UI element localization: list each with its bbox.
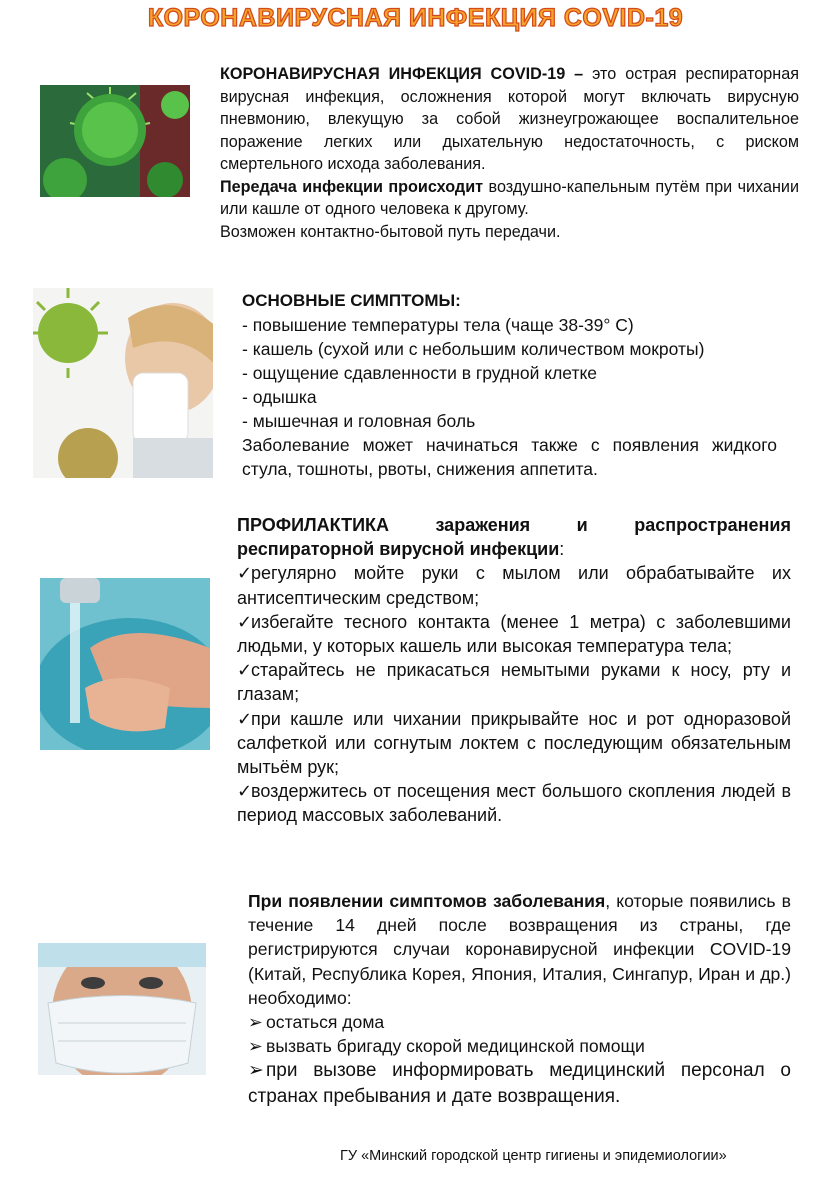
prevention-section xyxy=(237,513,791,828)
prevention-item xyxy=(237,707,791,780)
action-item xyxy=(248,1010,791,1034)
symptom-item: - ощущение сдавленности в грудной клетке xyxy=(242,363,598,383)
prevention-heading-colon: : xyxy=(559,539,565,560)
transmission-lead: Передача инфекции происходит xyxy=(220,177,484,196)
actions-lead: При появлении симптомов заболевания xyxy=(248,891,606,911)
prevention-item xyxy=(237,610,791,658)
sneezing-woman-image xyxy=(33,288,213,478)
prevention-item-text: регулярно мойте руки с мылом или обрабатывайте их антисептическим средством; xyxy=(237,563,791,608)
transmission-text: воздушно-капельным путём при чихании или кашле от одного человека к другому. xyxy=(220,177,799,218)
contact-paragraph: Возможен контактно-бытовой путь передачи. xyxy=(220,222,561,241)
check-icon: ✓ xyxy=(237,611,253,632)
symptom-item: - мышечная и головная боль xyxy=(242,411,476,431)
virus-image xyxy=(40,85,190,197)
action-item-text: при вызове информировать медицинский персонал о странах пребывания и дате возвращения. xyxy=(248,1060,791,1107)
prevention-heading-rest: заражения и распространения респираторной вирусной инфекции xyxy=(237,515,791,560)
prevention-heading-lead: ПРОФИЛАКТИКА xyxy=(237,515,389,535)
intro-lead: КОРОНАВИРУСНАЯ ИНФЕКЦИЯ COVID-19 – xyxy=(220,65,584,83)
action-item xyxy=(248,1034,791,1058)
intro-text: это острая респираторная вирусная инфекция, осложнения которой могут включать вирусную пневмонию, влекущую за собой жизнеугрожающее воспалительное поражение легких или дыхательную недостаточность, с риском смертельного исхода заболевания. xyxy=(220,65,800,173)
prevention-item-text: при кашле или чихании прикрывайте нос и рот одноразовой салфеткой или согнутым локтем с последующим обязательным мытьём рук; xyxy=(237,708,791,778)
prevention-item-text: избегайте тесного контакта (менее 1 метра) с заболевшими людьми, у которых кашель или высокая температура тела; xyxy=(237,611,791,657)
symptom-item: - повышение температуры тела (чаще 38-39° C) xyxy=(242,315,634,335)
prevention-item xyxy=(237,561,791,609)
symptoms-note: Заболевание может начинаться также с появления жидкого стула, тошноты, рвоты, снижения аппетита. xyxy=(242,435,777,479)
intro-section xyxy=(220,63,799,243)
actions-section xyxy=(248,889,791,1109)
check-icon: ✓ xyxy=(237,563,253,584)
prevention-item xyxy=(237,658,791,706)
prevention-item xyxy=(237,779,791,827)
transmission-paragraph xyxy=(220,176,799,221)
symptom-item: - одышка xyxy=(242,387,317,407)
medical-mask-image xyxy=(38,943,206,1075)
intro-paragraph xyxy=(220,63,799,176)
arrow-icon: ➢ xyxy=(248,1012,263,1033)
prevention-heading xyxy=(237,513,791,561)
arrow-icon: ➢ xyxy=(248,1036,263,1057)
prevention-item-text: воздержитесь от посещения мест большого скопления людей в период массовых заболеваний. xyxy=(237,781,791,826)
check-icon: ✓ xyxy=(237,660,253,681)
hand-washing-image xyxy=(40,578,210,750)
action-item-text: вызвать бригаду скорой медицинской помощи xyxy=(266,1036,645,1057)
prevention-item-text: старайтесь не прикасаться немытыми руками к носу, рту и глазам; xyxy=(237,660,791,705)
check-icon: ✓ xyxy=(237,781,253,802)
symptoms-heading: ОСНОВНЫЕ СИМПТОМЫ: xyxy=(242,291,461,310)
page-title: КОРОНАВИРУСНАЯ ИНФЕКЦИЯ COVID-19 xyxy=(147,4,684,32)
action-item xyxy=(248,1058,791,1109)
symptom-item: - кашель (сухой или с небольшим количеством мокроты) xyxy=(242,339,705,359)
actions-paragraph xyxy=(248,889,791,1010)
symptoms-section xyxy=(242,289,777,481)
footer-organization: ГУ «Минский городской центр гигиены и эпидемиологии» xyxy=(340,1148,727,1164)
actions-text: , которые появились в течение 14 дней после возвращения из страны, где регистрируются случаи коронавирусной инфекции COVID-19 (Китай, Республика Корея, Япония, Италия, Сингапур, Иран и др.) необходимо: xyxy=(248,891,791,1008)
arrow-icon: ➢ xyxy=(248,1060,264,1082)
action-item-text: остаться дома xyxy=(266,1012,385,1033)
check-icon: ✓ xyxy=(237,708,253,729)
